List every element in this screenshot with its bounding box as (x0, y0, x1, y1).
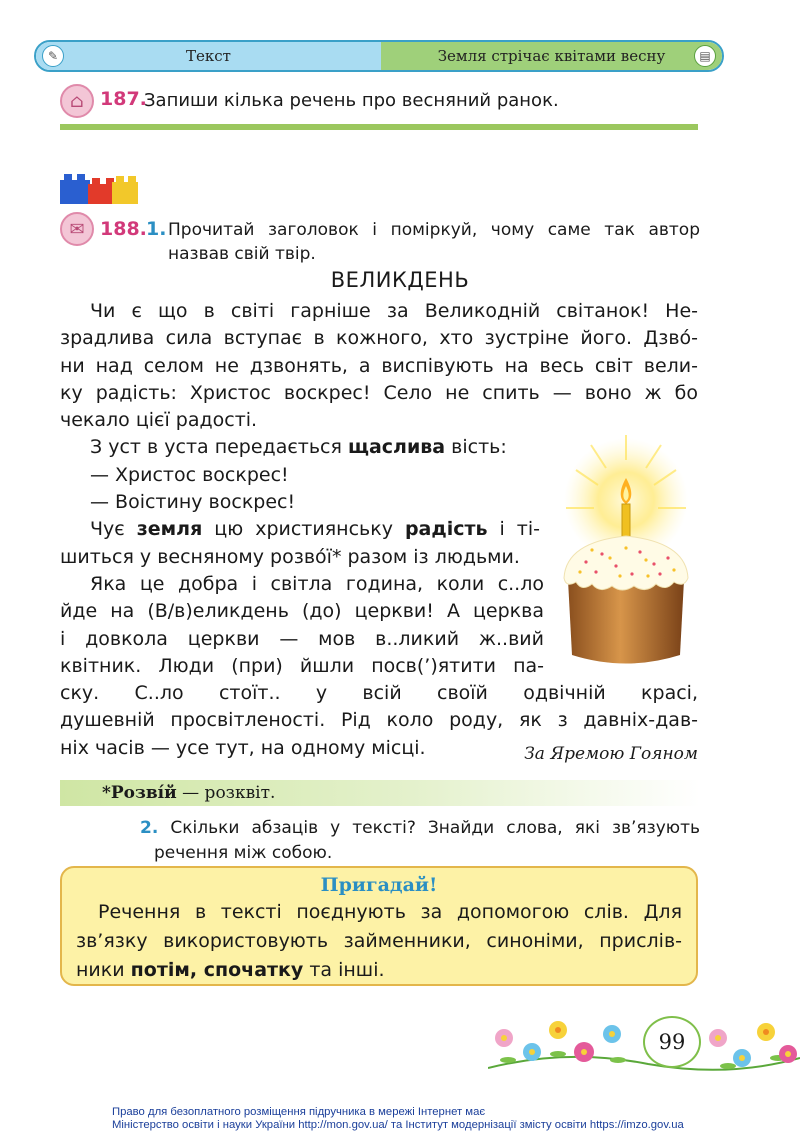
story-line: Чи є що в світі гарніше за Великодній світанок! Не- (90, 300, 698, 322)
story-line: зрадлива сила вступає в кожного, хто зустріне його. Дзво́- (60, 327, 698, 350)
remember-line: зв’язку використовують займенники, синоніми, прислів- (76, 930, 682, 952)
page-number: 99 (643, 1016, 701, 1068)
book-icon: ▤ (694, 45, 716, 67)
easter-cake-illustration (556, 430, 696, 670)
story-line: квітник. Люди (при) йшли посв(’)ятити па- (60, 654, 544, 677)
paragraph-5-line-2: шиться у весняному розво́ї* разом із людьми. (60, 545, 520, 568)
story-text-run: вість: (445, 436, 507, 459)
header-right-section (381, 42, 722, 70)
remember-line: Речення в тексті поєднують за допомогою слів. Для (98, 901, 682, 923)
footnote-word: *Розві́й (102, 783, 177, 803)
story-line: Яка це добра і світла година, коли с..ло (90, 572, 544, 595)
task-188-line-1: Прочитай заголовок і поміркуй, чому саме так автор (168, 220, 700, 240)
question-2-line-1: Скільки абзаців у тексті? Знайди слова, які зв’язують (170, 818, 700, 838)
task-187-number: 187. (100, 88, 147, 110)
story-line: ни над селом не дзвонять, а виспівують на весь світ вели- (60, 354, 698, 377)
paragraph-1 (60, 298, 698, 434)
story-text-run: і ті- (487, 518, 540, 541)
letter-icon: ✉ (60, 212, 94, 246)
remember-line: ники потім, спочатку та інші. (76, 959, 385, 981)
pen-icon: ✎ (42, 45, 64, 67)
remember-title: Пригадай! (320, 874, 438, 896)
header-left-title: Текст (186, 47, 231, 65)
paragraph-6 (60, 571, 544, 680)
license-line-2: Міністерство освіти і науки України http://mon.gov.ua/ та Інститут модернізації змісту освіти https://imzo.gov.ua (112, 1119, 684, 1131)
story-title: ВЕЛИКДЕНЬ (330, 268, 470, 292)
footnote (102, 783, 275, 803)
footnote-definition: — розквіт. (176, 783, 276, 803)
bold-word: потім, спочатку (130, 959, 304, 981)
bold-word: радість (404, 518, 488, 541)
paragraph-5-line-1 (60, 516, 540, 543)
story-line: і довкола церкви — мов в..ликий ж..вий (60, 627, 544, 650)
dialogue-line-1: — Христос воскрес! (90, 463, 289, 486)
task-188-text (168, 218, 700, 266)
dialogue-line-2: — Воістину воскрес! (90, 491, 296, 514)
task-188-subnumber: 1. (146, 218, 167, 240)
task-187-text: Запиши кілька речень про весняний ранок. (144, 90, 559, 111)
story-text-run: цю християнську (202, 518, 405, 541)
license-line-1: Право для безоплатного розміщення підручника в мережі Інтернет має (112, 1106, 486, 1118)
story-line: йде на (В/в)еликдень (до) церкви! А церква (60, 600, 544, 623)
question-2-line-2: речення між собою. (154, 843, 333, 863)
bold-word: щаслива (347, 436, 446, 459)
story-line: душевній просвітленості. Рід коло роду, як з давніх-дав- (60, 709, 698, 732)
story-author: За Яремою Гояном (524, 744, 698, 764)
lego-blocks-icon (60, 168, 140, 208)
story-line: ску. С..ло стоїт.. у всій своїй одвічній красі, (60, 682, 698, 705)
remember-box (60, 866, 698, 986)
story-line: чекало цієї радості. (60, 409, 258, 432)
story-text-run: Чує (90, 518, 137, 541)
header-left-section (36, 42, 381, 70)
header-right-title: Земля стрічає квітами весну (437, 47, 666, 65)
question-2-number: 2. (140, 818, 159, 838)
story-line: ніх часів — усе тут, на одному місці. (60, 736, 426, 759)
license-notice (112, 1106, 684, 1132)
task-188-line-2: назвав свій твір. (168, 244, 316, 264)
house-icon: ⌂ (60, 84, 94, 118)
divider-line (60, 124, 698, 130)
page-header (34, 40, 724, 72)
task-188-question-2 (140, 816, 700, 866)
remember-text (62, 896, 696, 985)
bold-word: земля (136, 518, 203, 541)
task-188-number: 188. (100, 218, 147, 240)
story-line: ку радість: Христос воскрес! Село не спить — воно ж бо (60, 381, 698, 404)
story-text-run: З уст в уста передається (90, 436, 348, 459)
paragraph-2 (60, 434, 560, 461)
